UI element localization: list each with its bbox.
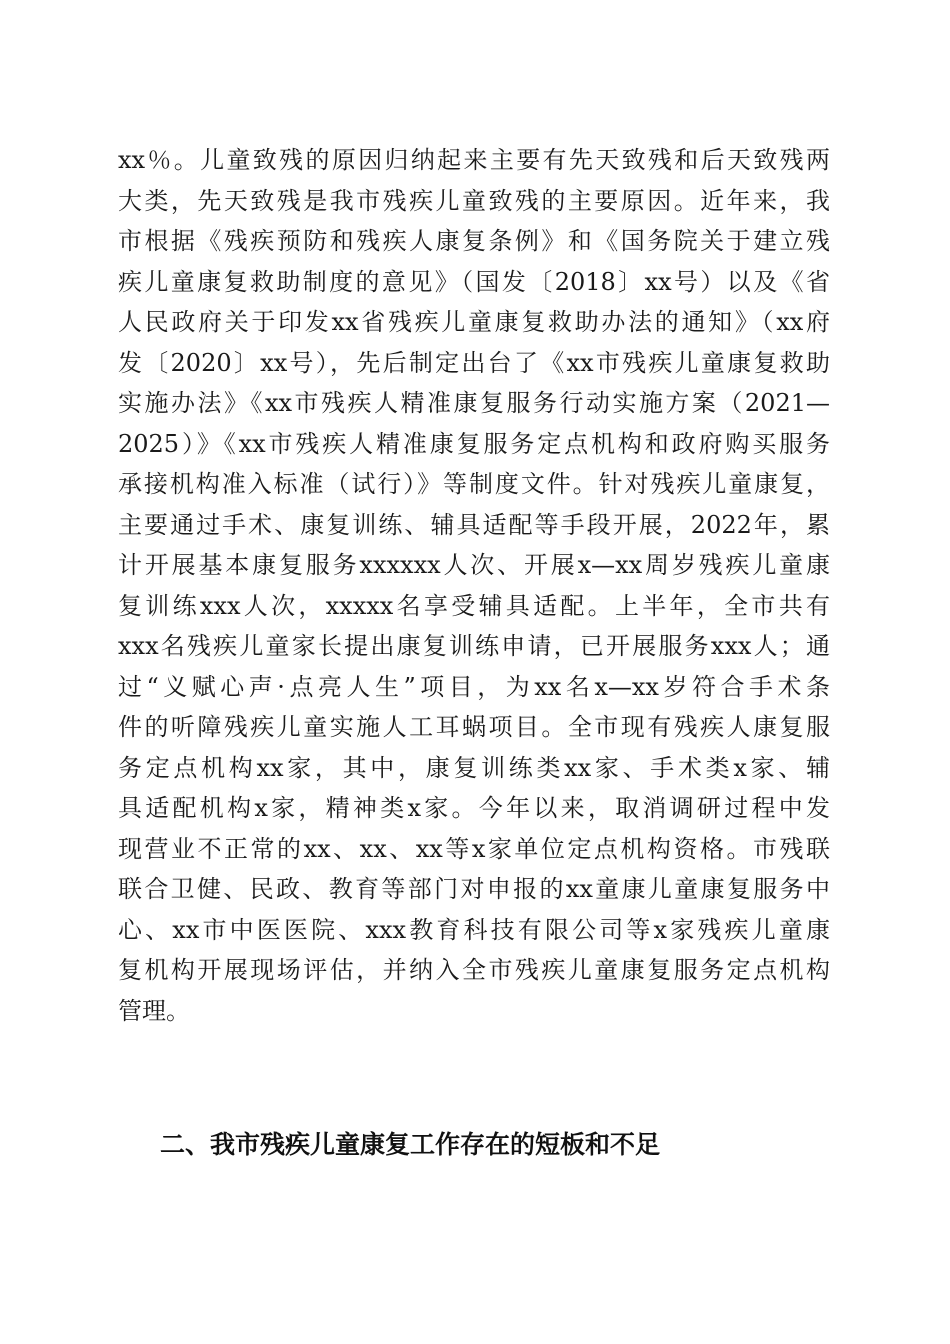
text-line: xx％。儿童致残的原因归纳起来主要有先天致残和后天致残两 [118,146,830,174]
text-line: 复训练xxx人次，xxxxx名享受辅具适配。上半年，全市共有 [118,591,830,620]
text-line: 实施办法》《xx市残疾人精准康复服务行动实施方案（2021— [118,389,830,417]
text-line: 心、xx市中医医院、xxx教育科技有限公司等x家残疾儿童康 [118,915,830,944]
text-line: 发〔2020〕xx号），先后制定出台了《xx市残疾儿童康复救助 [118,348,830,377]
text-line: 2025）》《xx市残疾人精准康复服务定点机构和政府购买服务 [118,429,830,458]
text-line: 市根据《残疾预防和残疾人康复条例》和《国务院关于建立残 [118,227,830,255]
text-line: 现营业不正常的xx、xx、xx等x家单位定点机构资格。市残联 [118,834,830,863]
text-line: 联合卫健、民政、教育等部门对申报的xx童康儿童康复服务中 [118,875,830,903]
text-line: 具适配机构x家，精神类x家。今年以来，取消调研过程中发 [118,794,830,822]
text-line: 务定点机构xx家，其中，康复训练类xx家、手术类x家、辅 [118,753,830,782]
body-paragraph [118,140,830,1031]
text-line: 计开展基本康复服务xxxxxx人次、开展x—xx周岁残疾儿童康 [118,551,830,579]
text-line: 复机构开展现场评估，并纳入全市残疾儿童康复服务定点机构 [118,956,830,984]
text-line: 承接机构准入标准（试行）》等制度文件。针对残疾儿童康复， [118,470,830,498]
section-heading: 二、我市残疾儿童康复工作存在的短板和不足 [160,1130,661,1159]
text-line: 过“义赋心声·点亮人生”项目，为xx名x—xx岁符合手术条 [118,672,830,701]
text-line: 件的听障残疾儿童实施人工耳蜗项目。全市现有残疾人康复服 [118,713,830,741]
text-line: 疾儿童康复救助制度的意见》（国发〔2018〕xx号）以及《省 [118,267,830,296]
text-line: 主要通过手术、康复训练、辅具适配等手段开展，2022年，累 [118,510,830,539]
text-line: 人民政府关于印发xx省残疾儿童康复救助办法的通知》（xx府 [118,308,830,336]
text-line: 管理。 [118,996,190,1025]
text-line: 大类，先天致残是我市残疾儿童致残的主要原因。近年来，我 [118,186,830,215]
text-line: xxx名残疾儿童家长提出康复训练申请，已开展服务xxx人；通 [118,632,830,660]
